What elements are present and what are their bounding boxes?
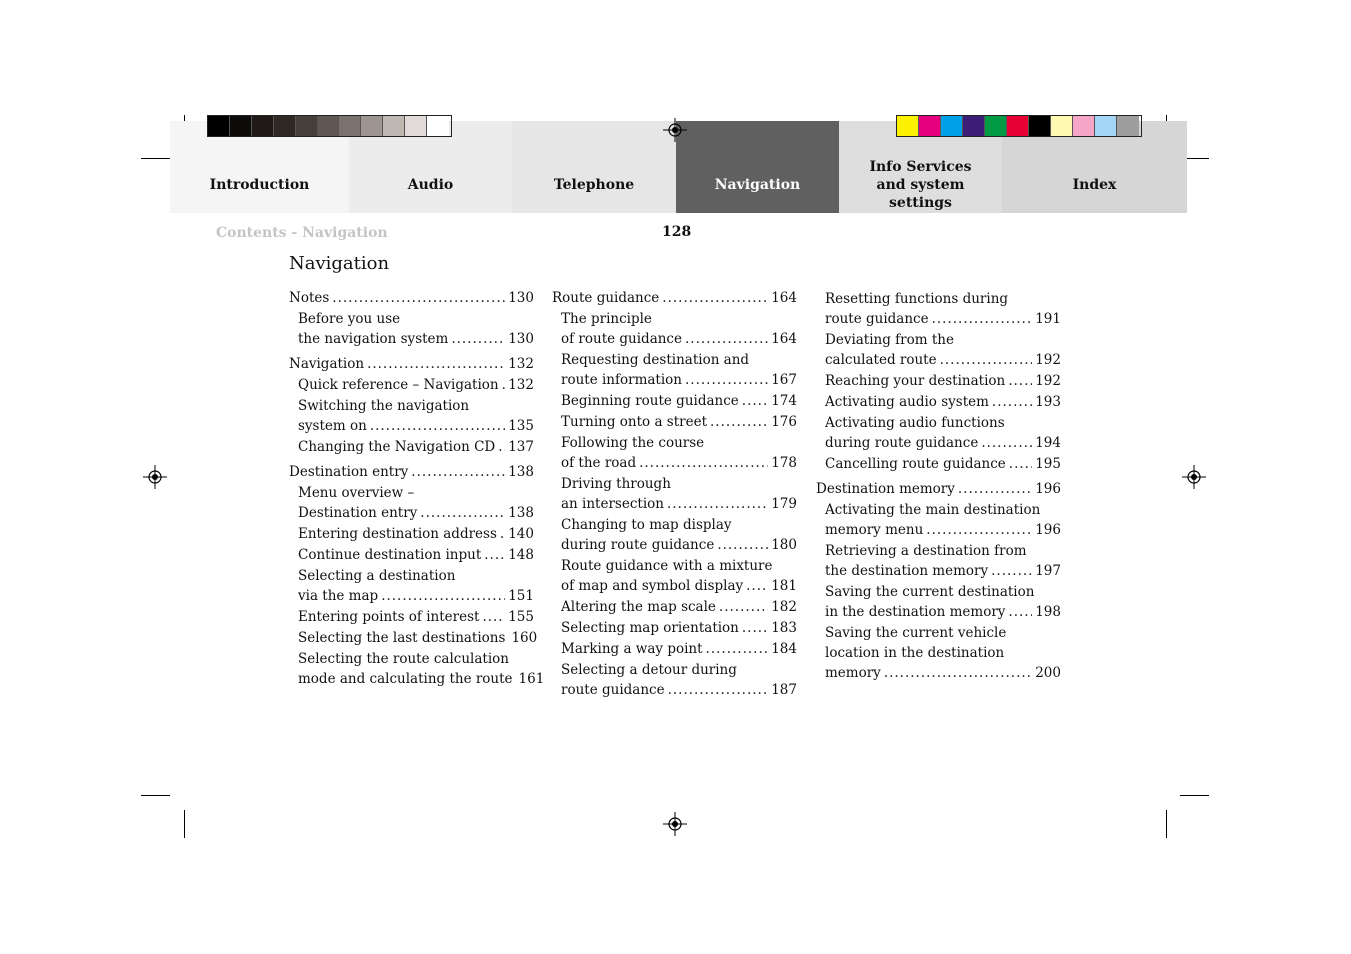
toc-entry-text: system on — [298, 418, 367, 434]
toc-page-number: 151 — [508, 588, 534, 604]
dot-leader — [639, 453, 768, 473]
dot-leader — [370, 416, 505, 436]
toc-entry-text: route information — [561, 372, 682, 388]
toc-page-number: 148 — [508, 547, 534, 563]
toc-entry-line — [561, 391, 797, 411]
toc-page-number: 130 — [508, 331, 534, 347]
toc-page-number: 183 — [771, 620, 797, 636]
toc-entry-text: in the destination memory — [825, 604, 1006, 620]
toc-page-number: 198 — [1035, 604, 1061, 620]
toc-entry-text: Entering destination address — [298, 526, 497, 542]
toc-entry[interactable] — [816, 371, 1061, 391]
toc-entry-text: Changing to map display — [561, 517, 732, 533]
dot-leader — [958, 479, 1032, 499]
toc-entry-line — [298, 503, 534, 523]
toc-entry-line — [298, 545, 534, 565]
toc-entry[interactable] — [552, 350, 797, 390]
toc-entry-text: of the road — [561, 455, 637, 471]
toc-entry-line — [552, 288, 797, 308]
toc-entry[interactable] — [289, 437, 534, 457]
toc-entry-text: Altering the map scale — [561, 599, 716, 615]
toc-column-1 — [289, 288, 545, 689]
toc-entry-line — [825, 392, 1061, 412]
toc-entry-line — [825, 433, 1061, 453]
toc-page-number: 191 — [1035, 311, 1061, 327]
toc-entry[interactable] — [289, 607, 534, 627]
crop-mark — [1180, 795, 1209, 796]
toc-page-number: 130 — [508, 290, 534, 306]
toc-page-number: 178 — [771, 455, 797, 471]
toc-column-3 — [816, 288, 1061, 683]
grayscale-calibration-strip — [207, 115, 452, 137]
toc-entry-text: an intersection — [561, 496, 664, 512]
toc-page-number: 155 — [508, 609, 534, 625]
toc-entry-line — [289, 462, 534, 482]
toc-page-number: 196 — [1035, 481, 1061, 497]
toc-page-number: 193 — [1035, 394, 1061, 410]
toc-entry-text: Menu overview – — [298, 485, 415, 501]
calibration-swatch — [985, 116, 1007, 136]
toc-entry-line — [825, 350, 1061, 370]
toc-entry-line — [561, 597, 797, 617]
toc-entry[interactable] — [289, 375, 534, 395]
dot-leader — [367, 354, 505, 374]
toc-entry-text: calculated route — [825, 352, 937, 368]
dot-leader — [706, 639, 769, 659]
tab-label: Index — [1072, 177, 1117, 193]
dot-leader — [685, 370, 768, 390]
dot-leader — [719, 597, 768, 617]
toc-entry[interactable] — [289, 483, 534, 523]
toc-entry-text: Before you use — [298, 311, 401, 327]
toc-entry-line — [825, 520, 1061, 540]
crop-mark — [184, 810, 185, 838]
registration-mark-icon — [1182, 465, 1206, 489]
toc-entry-text: of route guidance — [561, 331, 682, 347]
toc-entry-line — [825, 371, 1061, 391]
toc-page-number: 161 — [518, 671, 545, 687]
toc-entry-text: Marking a way point — [561, 641, 703, 657]
toc-entry-text: Beginning route guidance — [561, 393, 739, 409]
calibration-swatch — [274, 116, 296, 136]
toc-entry-line — [561, 412, 797, 432]
toc-entry-text: via the map — [298, 588, 379, 604]
toc-entry-text: The principle — [561, 311, 652, 327]
toc-entry-line — [561, 576, 797, 596]
dot-leader — [332, 288, 505, 308]
dot-leader — [746, 576, 768, 596]
toc-entry-line — [298, 375, 534, 395]
toc-page-number: 196 — [1035, 522, 1061, 538]
toc-page-number: 174 — [771, 393, 797, 409]
toc-page-number: 138 — [508, 505, 534, 521]
toc-entry-line — [298, 586, 534, 606]
registration-mark-icon — [143, 465, 167, 489]
toc-page-number: 181 — [771, 578, 797, 594]
crop-mark — [141, 158, 170, 159]
toc-entry-text: during route guidance — [825, 435, 979, 451]
toc-entry-text: route guidance — [825, 311, 929, 327]
toc-entry-text: Route guidance with a mixture — [561, 558, 773, 574]
toc-page-number: 176 — [771, 414, 797, 430]
calibration-swatch — [963, 116, 985, 136]
dot-leader — [685, 329, 768, 349]
toc-page-number: 138 — [508, 464, 534, 480]
toc-entry-text: Destination entry — [298, 505, 418, 521]
toc-entry-line — [298, 329, 534, 349]
calibration-swatch — [383, 116, 405, 136]
toc-entry[interactable] — [816, 289, 1061, 329]
toc-entry[interactable] — [552, 660, 797, 700]
toc-entry[interactable] — [552, 391, 797, 411]
toc-page-number: 194 — [1035, 435, 1061, 451]
toc-entry[interactable] — [289, 566, 534, 606]
registration-mark-icon — [663, 812, 687, 836]
toc-entry[interactable] — [552, 618, 797, 638]
toc-entry-text: Requesting destination and — [561, 352, 750, 368]
toc-entry-line — [298, 437, 534, 457]
toc-entry[interactable] — [816, 413, 1061, 453]
toc-entry-text: Continue destination input — [298, 547, 482, 563]
toc-entry-text: Reaching your destination — [825, 373, 1006, 389]
toc-page-number: 132 — [508, 377, 534, 393]
toc-entry-line — [561, 329, 797, 349]
toc-entry-line — [825, 602, 1061, 622]
toc-page-number: 182 — [771, 599, 797, 615]
toc-entry-text: Saving the current vehicle — [825, 625, 1007, 641]
toc-entry[interactable] — [552, 556, 797, 596]
toc-entry-line — [298, 669, 545, 689]
calibration-swatch — [897, 116, 919, 136]
toc-entry-text: location in the destination — [825, 645, 1005, 661]
toc-entry-text: memory — [825, 665, 881, 681]
toc-entry-text: of map and symbol display — [561, 578, 744, 594]
dot-leader — [940, 350, 1033, 370]
dot-leader — [742, 618, 768, 638]
toc-entry-line — [825, 309, 1061, 329]
toc-entry-text: Activating the main destination — [825, 502, 1041, 518]
toc-entry[interactable] — [289, 524, 534, 544]
toc-entry-line — [289, 288, 534, 308]
dot-leader — [420, 503, 505, 523]
calibration-swatch — [405, 116, 427, 136]
toc-entry-line — [298, 524, 534, 544]
tab-navigation[interactable] — [676, 121, 839, 213]
toc-column-2 — [552, 288, 797, 700]
toc-entry[interactable] — [816, 454, 1061, 474]
toc-page-number: 164 — [771, 331, 797, 347]
dot-leader — [926, 520, 1032, 540]
toc-entry-line — [825, 561, 1061, 581]
tab-label: Info Services and system settings — [869, 159, 972, 211]
toc-entry-line — [298, 416, 534, 436]
tab-telephone[interactable] — [512, 121, 676, 213]
toc-entry[interactable] — [289, 354, 534, 374]
calibration-swatch — [208, 116, 230, 136]
toc-entry[interactable] — [816, 392, 1061, 412]
toc-entry-text: Route guidance — [552, 290, 660, 306]
dot-leader — [1008, 371, 1032, 391]
toc-entry[interactable] — [816, 479, 1061, 499]
calibration-swatch — [1051, 116, 1073, 136]
dot-leader — [411, 462, 505, 482]
toc-entry-text: Following the course — [561, 435, 705, 451]
toc-entry[interactable] — [552, 309, 797, 349]
toc-entry-text: the destination memory — [825, 563, 989, 579]
dot-leader — [667, 494, 768, 514]
toc-entry-text: Quick reference – Navigation — [298, 377, 499, 393]
dot-leader — [381, 586, 505, 606]
toc-page-number: 179 — [771, 496, 797, 512]
toc-entry[interactable] — [289, 462, 534, 482]
toc-entry[interactable] — [816, 330, 1061, 370]
tab-label: Audio — [407, 177, 454, 193]
toc-page-number: 160 — [511, 630, 538, 646]
dot-leader — [1008, 602, 1032, 622]
dot-leader — [502, 375, 506, 395]
toc-entry-text: route guidance — [561, 682, 665, 698]
breadcrumb: Contents - Navigation — [216, 225, 388, 241]
toc-entry-line — [816, 479, 1061, 499]
toc-entry[interactable] — [289, 545, 534, 565]
toc-page-number: 192 — [1035, 352, 1061, 368]
toc-page-number: 140 — [508, 526, 534, 542]
toc-entry-line — [825, 663, 1061, 683]
toc-page-number: 197 — [1035, 563, 1061, 579]
toc-entry-text: Notes — [289, 290, 330, 306]
toc-entry-text: Saving the current destination — [825, 584, 1035, 600]
toc-entry[interactable] — [289, 628, 538, 648]
toc-page-number: 164 — [771, 290, 797, 306]
toc-entry-text: Entering points of interest — [298, 609, 480, 625]
dot-leader — [451, 329, 505, 349]
dot-leader — [710, 412, 768, 432]
toc-entry-text: Activating audio system — [825, 394, 989, 410]
toc-entry-text: Selecting a destination — [298, 568, 456, 584]
toc-entry[interactable] — [816, 582, 1061, 622]
toc-entry-line — [289, 354, 534, 374]
toc-entry[interactable] — [552, 288, 797, 308]
crop-mark — [1166, 810, 1167, 838]
toc-entry[interactable] — [552, 597, 797, 617]
toc-entry-line — [298, 628, 538, 648]
toc-page-number: 192 — [1035, 373, 1061, 389]
toc-page-number: 187 — [771, 682, 797, 698]
calibration-swatch — [318, 116, 340, 136]
toc-page-number: 200 — [1035, 665, 1061, 681]
dot-leader — [992, 392, 1032, 412]
toc-entry[interactable] — [552, 639, 797, 659]
toc-entry-text: Destination entry — [289, 464, 409, 480]
toc-entry-line — [561, 535, 797, 555]
toc-entry[interactable] — [289, 649, 545, 689]
calibration-swatch — [1007, 116, 1029, 136]
toc-entry-text: Retrieving a destination from — [825, 543, 1027, 559]
calibration-swatch — [252, 116, 274, 136]
toc-entry-text: Driving through — [561, 476, 671, 492]
calibration-swatch — [361, 116, 383, 136]
dot-leader — [484, 545, 505, 565]
toc-entry[interactable] — [552, 515, 797, 555]
page-number: 128 — [662, 224, 692, 240]
toc-entry-line — [825, 454, 1061, 474]
tab-label: Telephone — [553, 177, 635, 193]
toc-entry-text: Selecting the route calculation — [298, 651, 509, 667]
toc-page-number: 135 — [508, 418, 534, 434]
dot-leader — [991, 561, 1032, 581]
crop-mark — [141, 795, 170, 796]
toc-entry[interactable] — [552, 474, 797, 514]
dot-leader — [1009, 454, 1032, 474]
toc-entry-text: Switching the navigation — [298, 398, 470, 414]
calibration-swatch — [1117, 116, 1139, 136]
calibration-swatch — [230, 116, 252, 136]
toc-entry[interactable] — [289, 288, 534, 308]
toc-entry-line — [561, 639, 797, 659]
calibration-swatch — [339, 116, 361, 136]
toc-entry[interactable] — [816, 623, 1061, 683]
calibration-swatch — [427, 116, 449, 136]
toc-page-number: 195 — [1035, 456, 1061, 472]
toc-entry-text: Turning onto a street — [561, 414, 708, 430]
toc-entry-text: Selecting a detour during — [561, 662, 737, 678]
toc-page-number: 132 — [508, 356, 534, 372]
toc-entry-text: Selecting map orientation — [561, 620, 739, 636]
toc-entry[interactable] — [552, 412, 797, 432]
toc-page-number: 180 — [771, 537, 797, 553]
dot-leader — [500, 524, 505, 544]
dot-leader — [884, 663, 1032, 683]
toc-page-number: 167 — [771, 372, 797, 388]
toc-entry-text: Resetting functions during — [825, 291, 1009, 307]
toc-entry-text: Navigation — [289, 356, 365, 372]
toc-entry-text: Destination memory — [816, 481, 955, 497]
toc-entry-text: Deviating from the — [825, 332, 954, 348]
calibration-swatch — [1095, 116, 1117, 136]
toc-page-number: 137 — [508, 439, 534, 455]
dot-leader — [498, 437, 505, 457]
toc-entry-line — [298, 607, 534, 627]
toc-entry[interactable] — [816, 541, 1061, 581]
dot-leader — [668, 680, 769, 700]
toc-entry-line — [561, 453, 797, 473]
toc-entry-line — [561, 370, 797, 390]
calibration-swatch — [1073, 116, 1095, 136]
toc-entry[interactable] — [289, 309, 534, 349]
toc-entry-text: Activating audio functions — [825, 415, 1005, 431]
toc-entry-text: Changing the Navigation CD — [298, 439, 496, 455]
tab-label: Navigation — [714, 177, 801, 193]
calibration-swatch — [296, 116, 318, 136]
color-calibration-strip — [896, 115, 1142, 137]
toc-entry-line — [561, 618, 797, 638]
toc-entry-text: Cancelling route guidance — [825, 456, 1006, 472]
toc-entry[interactable] — [289, 396, 534, 436]
toc-entry-text: memory menu — [825, 522, 924, 538]
toc-page-number: 184 — [771, 641, 797, 657]
calibration-swatch — [941, 116, 963, 136]
toc-entry-text: during route guidance — [561, 537, 715, 553]
section-title: Navigation — [289, 253, 390, 274]
calibration-swatch — [919, 116, 941, 136]
calibration-swatch — [1029, 116, 1051, 136]
tab-label: Introduction — [209, 177, 310, 193]
toc-entry-text: mode and calculating the route — [298, 671, 513, 687]
toc-entry-line — [561, 680, 797, 700]
registration-mark-icon — [663, 118, 687, 142]
dot-leader — [932, 309, 1033, 329]
dot-leader — [482, 607, 505, 627]
toc-entry-line — [561, 494, 797, 514]
toc-entry[interactable] — [816, 500, 1061, 540]
dot-leader — [981, 433, 1032, 453]
dot-leader — [662, 288, 768, 308]
toc-entry-text: Selecting the last destinations — [298, 630, 506, 646]
dot-leader — [717, 535, 768, 555]
toc-entry[interactable] — [552, 433, 797, 473]
dot-leader — [742, 391, 768, 411]
toc-entry-text: the navigation system — [298, 331, 449, 347]
